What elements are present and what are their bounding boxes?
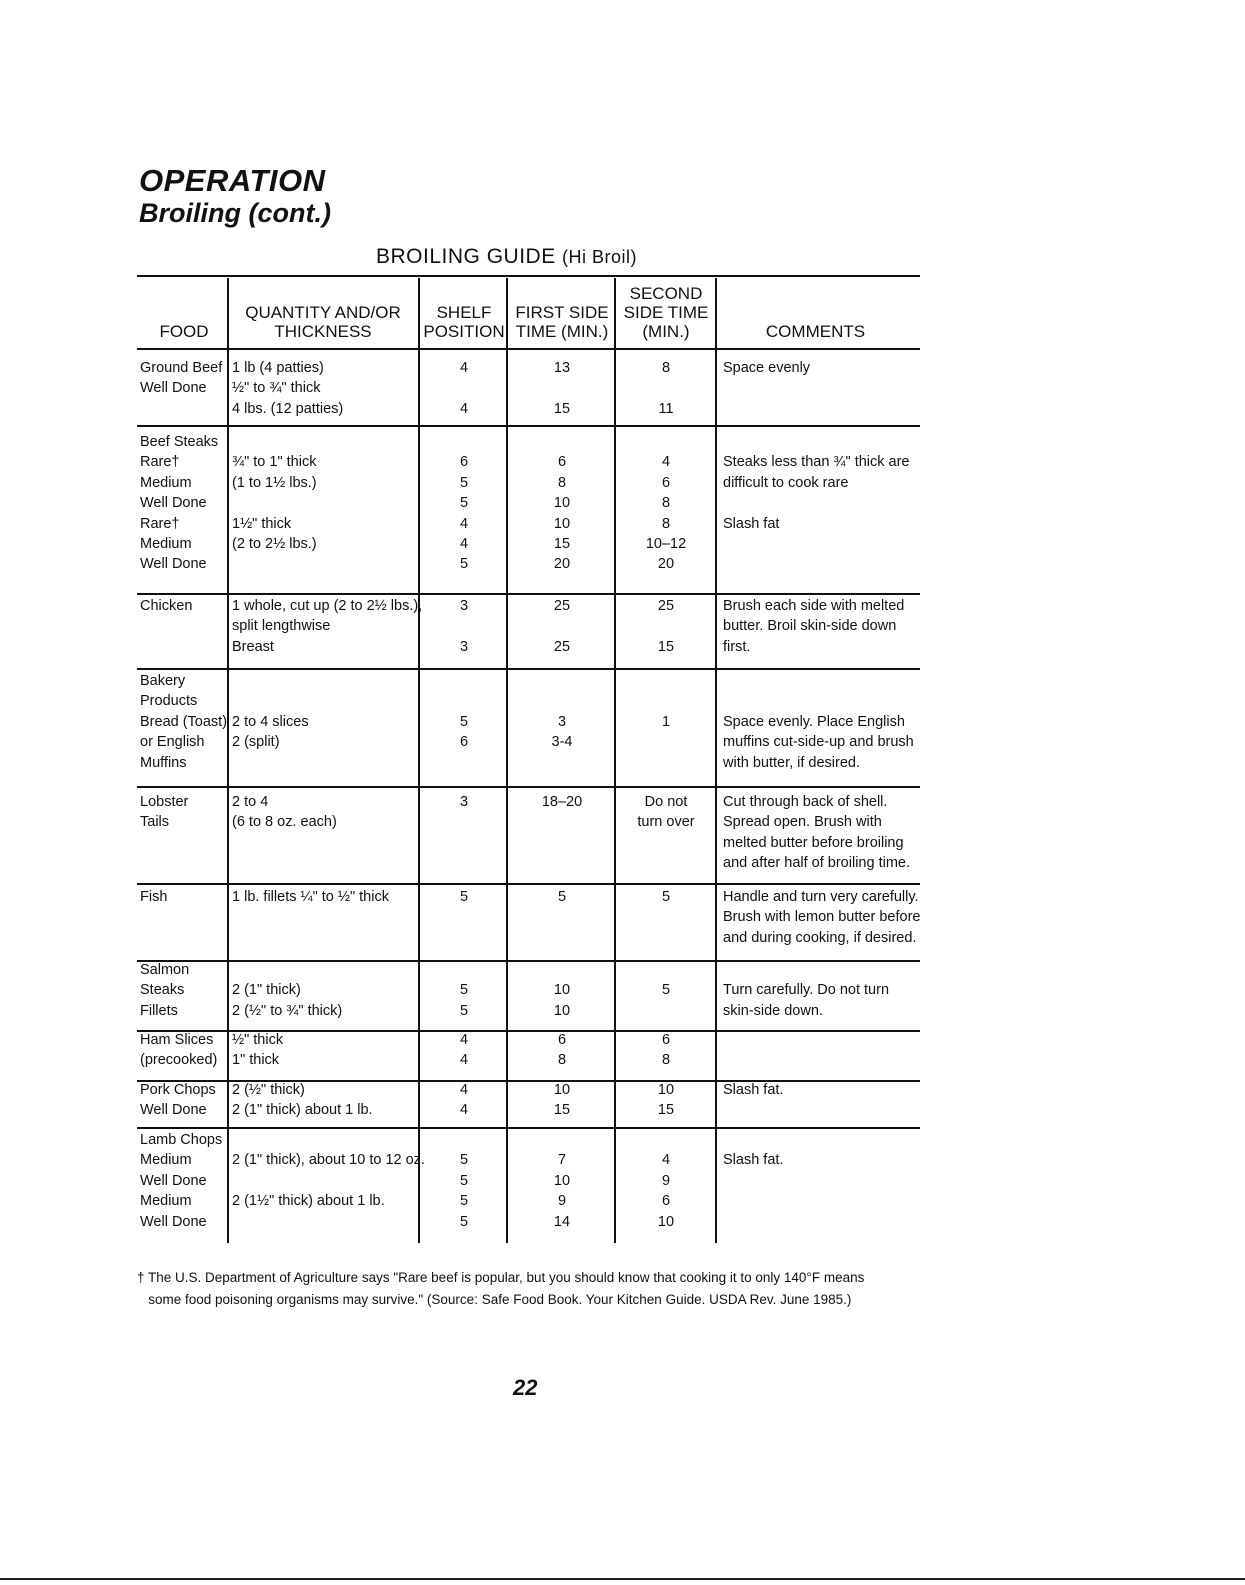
header-food: FOOD — [159, 322, 209, 341]
cell-first: 13 15 — [553, 360, 571, 417]
cell-food: Salmon Steaks Fillets — [140, 962, 190, 1019]
header-second-side: SECOND SIDE TIME (MIN.) — [623, 284, 709, 341]
cell-first: 18–20 — [541, 794, 583, 810]
cell-food: Ground Beef Well Done — [140, 360, 223, 397]
cell-second: Do not turn over — [637, 794, 695, 831]
cell-shelf: 4 4 — [459, 1032, 469, 1069]
cell-comments: Steaks less than ¾" thick are difficult to cook rare Slash fat — [723, 454, 910, 532]
cell-qty: 2 to 4 slices 2 (split) — [232, 713, 309, 751]
table-rule — [137, 883, 920, 885]
header-comments: COMMENTS — [765, 322, 866, 341]
table-rule — [137, 668, 920, 670]
cell-first: 10 10 — [553, 982, 571, 1019]
cell-second: 10 15 — [657, 1082, 675, 1119]
cell-shelf: 4 4 — [459, 1082, 469, 1119]
cell-second: 5 — [661, 982, 671, 999]
cell-food: Lamb Chops Medium Well Done Medium Well Done — [140, 1132, 223, 1230]
cell-first: 25 25 — [553, 598, 571, 655]
guide-title — [376, 245, 637, 269]
footnote: † The U.S. Department of Agriculture says "Rare beef is popular, but you should know that cooking it to only 140°F means some food poisoning organisms may survive." (Source: Safe Food Book. Your Kitchen Guide. USDA Rev. June 1985.) — [137, 1270, 865, 1307]
cell-first: 5 — [557, 889, 567, 905]
cell-qty: ½" thick 1" thick — [232, 1032, 284, 1069]
header-first-side: FIRST SIDE TIME (MIN.) — [515, 303, 609, 341]
cell-first: 10 15 — [553, 1082, 571, 1119]
cell-food: Ham Slices (precooked) — [140, 1032, 218, 1069]
cell-shelf: 5 6 — [459, 713, 469, 751]
cell-comments: Turn carefully. Do not turn skin-side down. — [723, 982, 890, 1019]
cell-food: Beef Steaks Rare† Medium Well Done Rare† Medium Well Done — [140, 434, 219, 573]
cell-qty: 1 lb (4 patties) ½" to ¾" thick 4 lbs. (12 patties) — [232, 360, 344, 417]
cell-shelf: 4 4 — [459, 360, 469, 417]
cell-comments: Brush each side with melted butter. Broil skin-side down first. — [723, 598, 905, 655]
table-rule — [137, 1127, 920, 1129]
cell-qty: 2 (½" thick) 2 (1" thick) about 1 lb. — [232, 1082, 373, 1119]
header-shelf: SHELF POSITION — [423, 303, 505, 341]
page-subtitle: Broiling (cont.) — [139, 198, 331, 228]
cell-qty: 1 lb. fillets ¼" to ½" thick — [232, 889, 389, 905]
table-rule — [137, 593, 920, 595]
cell-shelf: 5 — [459, 889, 469, 905]
cell-food: Pork Chops Well Done — [140, 1082, 216, 1119]
cell-second: 4 6 8 8 10–12 20 — [645, 454, 687, 573]
cell-shelf: 5 5 — [459, 982, 469, 1019]
guide-title-main: BROILING GUIDE — [376, 245, 556, 268]
table-rule — [137, 275, 920, 277]
cell-shelf: 5 5 5 5 — [459, 1152, 469, 1230]
cell-qty: 1 whole, cut up (2 to 2½ lbs.), split lengthwise Breast — [232, 598, 423, 655]
cell-comments: Handle and turn very carefully. Brush with lemon butter before and during cooking, if desired. — [723, 889, 921, 946]
cell-food: Chicken — [140, 598, 193, 614]
cell-shelf: 3 — [459, 794, 469, 810]
table-rule — [137, 348, 920, 350]
cell-first: 6 8 10 10 15 20 — [553, 454, 571, 573]
cell-shelf: 3 3 — [459, 598, 469, 655]
cell-first: 7 10 9 14 — [553, 1152, 571, 1230]
cell-shelf: 6 5 5 4 4 5 — [459, 454, 469, 573]
cell-qty: 2 (1" thick) 2 (½" to ¾" thick) — [232, 982, 343, 1019]
page-number: 22 — [513, 1375, 538, 1400]
page-title: OPERATION — [139, 163, 326, 198]
cell-food: Lobster Tails — [140, 794, 189, 831]
cell-second: 25 15 — [657, 598, 675, 655]
cell-comments: Space evenly. Place English muffins cut-side-up and brush with butter, if desired. — [723, 713, 914, 771]
cell-comments: Space evenly — [723, 360, 811, 376]
cell-second: 5 — [661, 889, 671, 905]
cell-second: 4 9 6 10 — [657, 1152, 675, 1230]
cell-qty: ¾" to 1" thick (1 to 1½ lbs.) 1½" thick (2 to 2½ lbs.) — [232, 454, 317, 553]
cell-second: 6 8 — [661, 1032, 671, 1069]
cell-food: Fish — [140, 889, 168, 905]
table-rule — [137, 425, 920, 427]
cell-comments: Cut through back of shell. Spread open. Brush with melted butter before broiling and after half of broiling time. — [723, 794, 910, 872]
cell-food: Bakery Products Bread (Toast) or English Muffins — [140, 673, 228, 771]
cell-comments: Slash fat. — [723, 1152, 784, 1169]
cell-first: 6 8 — [557, 1032, 567, 1069]
guide-title-sub: (Hi Broil) — [562, 247, 638, 267]
cell-comments: Slash fat. — [723, 1082, 784, 1098]
cell-qty: 2 to 4 (6 to 8 oz. each) — [232, 794, 337, 831]
header-quantity: QUANTITY AND/OR THICKNESS — [245, 303, 401, 341]
cell-first: 3 3-4 — [551, 713, 573, 751]
cell-second: 8 11 — [658, 360, 674, 417]
cell-qty: 2 (1" thick), about 10 to 12 oz. 2 (1½" thick) about 1 lb. — [232, 1152, 425, 1210]
cell-second: 1 — [661, 713, 671, 730]
table-rule — [137, 786, 920, 788]
page-bottom-rule — [0, 1578, 1245, 1580]
